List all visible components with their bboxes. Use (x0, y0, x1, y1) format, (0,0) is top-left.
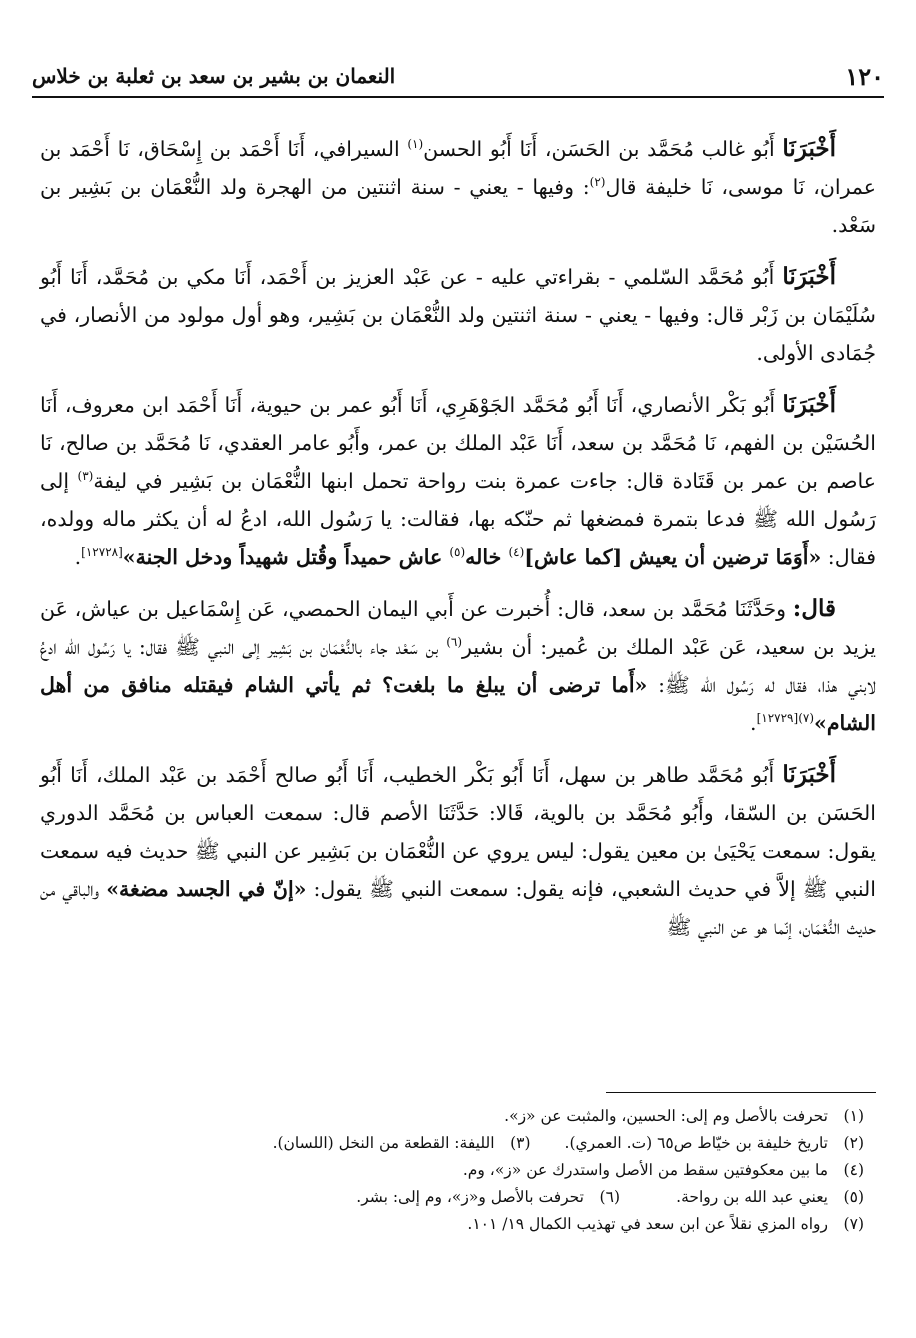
footnote-divider (606, 1092, 876, 1093)
main-text (40, 130, 876, 960)
paragraph-end: . (74, 545, 82, 569)
page-number: ١٢٠ (845, 62, 884, 91)
footnote-number: (٤) (843, 1161, 864, 1179)
footnote-row (40, 1211, 864, 1238)
footnote-item (565, 1130, 864, 1157)
paragraph-text: وحَدَّثَنَا مُحَمَّد بن سعد، قال: أُخبرت عن أَبي اليمان الحمصي، عَن إِسْمَاعيل بن عياش، عَن يزيد بن سعيد، عَن عَبْد الملك بن عُمير: أن بشير (40, 597, 876, 659)
hadith-text: عاش حميداً وقُتل شهيداً ودخل الجنة» (122, 545, 450, 569)
paragraph-text: إلى رَسُول الله ﷺ فدعا بتمرة فمضغها ثم حنّكه بها، فقالت: يا رَسُول الله، ادعُ له أن يكثر ماله وولده، فقال: (40, 469, 876, 569)
footnote-item (273, 1130, 531, 1157)
footnote-text: تاريخ خليفة بن خيّاط ص٦٥ (ت. العمري). (564, 1134, 828, 1152)
footnote-ref: (٧) (798, 711, 815, 726)
paragraph-3 (40, 386, 876, 576)
paragraph-text: : وفيها - يعني - سنة اثنتين من الهجرة ولد النُّعْمَان بن بَشِير بن سَعْد. (40, 175, 876, 237)
footnote-item (654, 1184, 864, 1211)
footnote-text: ما بين معكوفتين سقط من الأصل واستدرك عن «ز»، وم. (462, 1161, 828, 1179)
paragraph-4 (40, 590, 876, 742)
paragraph-end: . (750, 711, 757, 735)
footnote-text: تحرفت بالأصل و«ز»، وم إلى: بشر. (356, 1188, 584, 1206)
paragraph-5 (40, 756, 876, 946)
footnote-ref: (٣) (77, 469, 94, 484)
hadith-ref-number: [١٢٧٢٩] (756, 711, 799, 726)
paragraph-text: أَبُو غالب مُحَمَّد بن الحَسَن، أَنَا أَبُو الحسن (423, 137, 783, 161)
footnote-text: رواه المزي نقلاً عن ابن سعد في تهذيب الكمال ١٩/ ١٠١. (467, 1215, 828, 1233)
paragraph-text: والباقي من حديث النُّعْمَان، إنّما هو عن النبي ﷺ (40, 877, 876, 939)
hadith-text: «أَوَمَا ترضين أن يعيش [كما عاش] (524, 545, 822, 569)
hadith-text: «أَما ترضى أن يبلغ ما بلغت؟ ثم يأتي الشام فيقتله منافق من أهل الشام» (40, 673, 876, 735)
hadith-ref-number: [١٢٧٢٨] (81, 545, 123, 560)
footnote-number: (٥) (843, 1188, 864, 1206)
footnote-number: (٧) (843, 1215, 864, 1233)
footnote-ref: (٥) (449, 545, 466, 560)
paragraph-2 (40, 258, 876, 372)
footnote-row (40, 1157, 864, 1184)
lead-word: أَخْبَرَنَا (782, 135, 836, 162)
footnote-number: (٢) (843, 1134, 864, 1152)
hadith-text: خاله (465, 545, 509, 569)
lead-word: أَخْبَرَنَا (782, 263, 836, 290)
lead-word: قال: (792, 595, 836, 622)
footnote-number: (٦) (599, 1188, 620, 1206)
footnote-ref: (٦) (446, 635, 463, 650)
lead-word: أَخْبَرَنَا (782, 391, 836, 418)
paragraph-text: أَبُو بَكْر الأنصاري، أَنَا أَبُو مُحَمَّد الجَوْهَرِي، أَنَا أَبُو عمر بن حيوية، أَنَا أَحْمَد ابن معروف، أَنَا الحُسَيْن بن الفهم، نَا مُحَمَّد بن سعد، أَنَا عَبْد الملك بن عمر، وأَبُو عامر العقدي، نَا مُحَمَّد بن صالح، نَا عاصم بن عمر بن قَتَادة قال: جاءت عمرة بنت رواحة تحمل ابنها النُّعْمَان بن بَشِير في ليفة (40, 393, 876, 493)
footnote-row (40, 1130, 864, 1157)
footnote-ref: (٤) (508, 545, 525, 560)
paragraph-text: بن سَعْد جاء بالنُّعْمَان بن بَشِير إلى النبي ﷺ فقال: يا رَسُول الله ادعُ لابني هذا، فقال له رَسُول الله ﷺ: (40, 635, 876, 697)
running-title: النعمان بن بشير بن سعد بن ثعلبة بن خلاس (32, 64, 396, 88)
lead-word: أَخْبَرَنَا (782, 761, 836, 788)
paragraph-1 (40, 130, 876, 244)
footnote-ref: (١) (407, 137, 424, 152)
footnote-number: (٣) (510, 1134, 531, 1152)
footnote-ref: (٢) (589, 175, 606, 190)
footnotes (40, 1103, 864, 1238)
footnote-row (40, 1184, 864, 1211)
footnote-text: الليفة: القطعة من النخل (اللسان). (272, 1134, 495, 1152)
footnote-item (356, 1184, 620, 1211)
paragraph-text: أَبُو مُحَمَّد السّلمي - بقراءتي عليه - عن عَبْد العزيز بن أَحْمَد، أَنَا مكي بن مُحَمَّد، أَنَا أَبُو سُلَيْمَان بن زَبْر قال: وفيها - يعني - سنة اثنتين ولد النُّعْمَان بن بَشِير، وهو أول مولود من الأنصار، في جُمَادى الأولى. (40, 265, 876, 365)
footnote-number: (١) (843, 1107, 864, 1125)
footnote-row (40, 1103, 864, 1130)
footnote-text: تحرفت بالأصل وم إلى: الحسين، والمثبت عن «ز». (504, 1107, 828, 1125)
hadith-text: «إنّ في الجسد مضغة» (106, 877, 307, 901)
paragraph-text: أَبُو مُحَمَّد طاهر بن سهل، أَنَا أَبُو بَكْر الخطيب، أَنَا أَبُو صالح أَحْمَد بن عَبْد الملك، أَنَا أَبُو الحَسَن بن السّقا، وأَبُو مُحَمَّد بن بالوية، قَالا: حَدَّثَنَا الأصم قال: سمعت العباس بن مُحَمَّد الدوري يقول: سمعت يَحْيَىٰ بن معين يقول: ليس يروي عن النُّعْمَان بن بَشِير عن النبي ﷺ حديث فيه سمعت النبي ﷺ إلاَّ في حديث الشعبي، فإنه يقول: سمعت النبي ﷺ يقول: (40, 763, 876, 901)
paragraph-text: السيرافي، أَنَا أَحْمَد بن إِسْحَاق، نَا أَحْمَد بن عمران، نَا موسى، نَا خليفة قال (40, 137, 876, 199)
footnote-text: يعني عبد الله بن رواحة. (676, 1188, 828, 1206)
page-header (32, 60, 884, 98)
